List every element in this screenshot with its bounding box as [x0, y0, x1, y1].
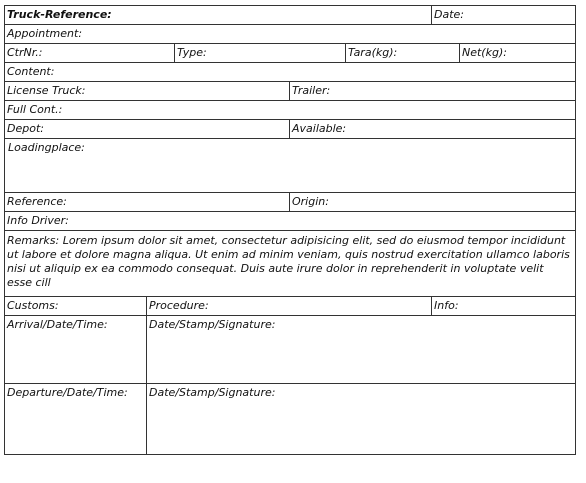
info-driver-label: Info Driver:: [7, 214, 69, 227]
row-reference: [5, 193, 575, 212]
row-license: [5, 82, 575, 101]
row-container: [5, 44, 575, 63]
truck-reference-label: Truck-Reference:: [7, 8, 112, 21]
arrival-label: Arrival/Date/Time:: [7, 318, 108, 331]
type-label: Type:: [174, 44, 345, 62]
row-customs: [5, 297, 575, 316]
ctrnr-label: CtrNr.:: [7, 46, 43, 59]
row-info-driver: [5, 212, 575, 231]
trailer-label: Trailer:: [289, 82, 575, 100]
row-departure: [5, 384, 575, 454]
arrival-stamp-label: Date/Stamp/Signature:: [146, 316, 575, 383]
customs-label: Customs:: [7, 299, 59, 312]
appointment-label: Appointment:: [7, 27, 83, 40]
info-label: Info:: [431, 297, 575, 315]
row-remarks: [5, 231, 575, 297]
depot-label: Depot:: [7, 122, 44, 135]
tara-label: Tara(kg):: [345, 44, 459, 62]
row-loadingplace: [5, 139, 575, 193]
departure-stamp-label: Date/Stamp/Signature:: [146, 384, 575, 454]
row-truck-reference: [5, 6, 575, 25]
remarks-text: Remarks: Lorem ipsum dolor sit amet, consectetur adipisicing elit, sed do eiusmod tempor incididunt ut labore et dolore magna aliqua. Ut enim ad minim veniam, quis nostrud exercitation ullamco laboris nisi ut aliquip ex ea commodo consequat. Duis aute irure dolor in reprehenderit in voluptate velit esse cill: [7, 234, 570, 289]
full-cont-label: Full Cont.:: [7, 103, 63, 116]
row-depot: [5, 120, 575, 139]
origin-label: Origin:: [289, 193, 575, 211]
row-content: [5, 63, 575, 82]
truck-form: [4, 5, 576, 455]
procedure-label: Procedure:: [146, 297, 431, 315]
available-label: Available:: [289, 120, 575, 138]
loadingplace-label: Loadingplace:: [8, 141, 85, 154]
net-label: Net(kg):: [459, 44, 575, 62]
departure-label: Departure/Date/Time:: [7, 386, 128, 399]
row-appointment: [5, 25, 575, 44]
reference-label: Reference:: [7, 195, 67, 208]
license-truck-label: License Truck:: [7, 84, 86, 97]
row-arrival: [5, 316, 575, 384]
row-full-cont: [5, 101, 575, 120]
content-label: Content:: [7, 65, 55, 78]
date-label: Date:: [431, 6, 575, 24]
